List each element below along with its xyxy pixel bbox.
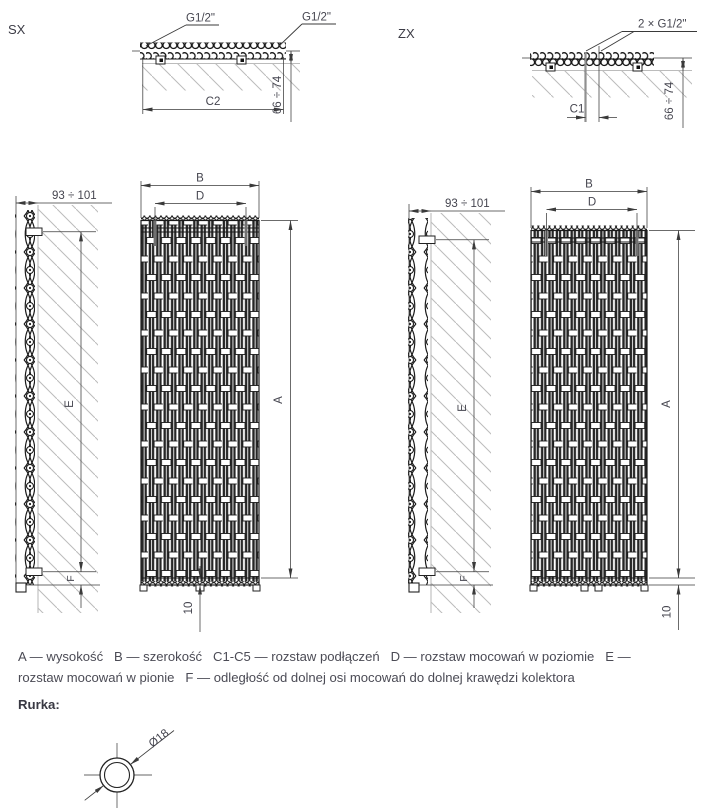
- sx-top-view: [132, 12, 336, 123]
- zx-depth-label: 93 ÷ 101: [445, 198, 490, 210]
- zx-front-view: [530, 179, 695, 631]
- sx-front-view: [140, 173, 298, 633]
- sx-wall-distance-label: 66 ÷ 74: [272, 75, 284, 115]
- sx-radiator-body: [141, 221, 259, 581]
- zx-side-view: [408, 198, 505, 613]
- zx-side-wall-hatch: [431, 213, 491, 613]
- sx-b-label: B: [196, 172, 204, 185]
- sx-bottom-foot: [16, 583, 26, 592]
- sx-c2-label: C2: [205, 96, 221, 108]
- sx-depth-label: 93 ÷ 101: [52, 190, 97, 202]
- zx-fitting-label: 2 × G1/2": [638, 18, 687, 31]
- zx-radiator-body: [531, 231, 647, 581]
- zx-f-label: F: [458, 575, 470, 582]
- zx-wall-distance-label: 66 ÷ 74: [664, 81, 676, 121]
- sx-variant-label: SX: [8, 22, 26, 37]
- sx-fitting-right-label: G1/2": [302, 11, 332, 24]
- sx-a-label: A: [273, 396, 285, 404]
- tube-cross-section: [84, 727, 174, 808]
- zx-variant-label: ZX: [398, 26, 415, 41]
- sx-section: [8, 12, 336, 633]
- zx-bottom-offset-label: 10: [661, 605, 674, 619]
- zx-d-label: D: [587, 196, 597, 209]
- zx-top-view: [522, 19, 697, 129]
- zx-section: [398, 19, 697, 631]
- tube-outer-circle: [100, 758, 134, 792]
- sx-braid-profile: [15, 210, 35, 585]
- sx-e-label: E: [64, 400, 76, 408]
- zx-bottom-foot: [409, 583, 419, 592]
- zx-braid-profile: [408, 218, 428, 585]
- tube-diameter-label: Ø18: [146, 727, 172, 751]
- tube-section-title: Rurka:: [18, 697, 60, 712]
- sx-d-label: D: [195, 190, 205, 203]
- sx-bottom-offset-label: 10: [183, 601, 195, 615]
- zx-c1-label: C1: [569, 103, 585, 116]
- zx-a-label: A: [661, 400, 673, 408]
- sx-f-label: F: [65, 575, 77, 582]
- sx-fitting-left-label: G1/2": [186, 12, 216, 25]
- sx-side-view: [15, 190, 112, 613]
- zx-fitting-leader: [586, 32, 697, 52]
- sx-side-wall-hatch: [38, 205, 98, 613]
- zx-e-label: E: [457, 404, 469, 412]
- zx-b-label: B: [585, 178, 593, 191]
- dimension-legend: A — wysokość B — szerokość C1-C5 — rozstaw podłączeń D — rozstaw mocowań w poziomie E — rozstaw mocowań w pionie F — odległość od dolnej osi mocowań do dolnej krawędzi kolektora: [18, 649, 635, 685]
